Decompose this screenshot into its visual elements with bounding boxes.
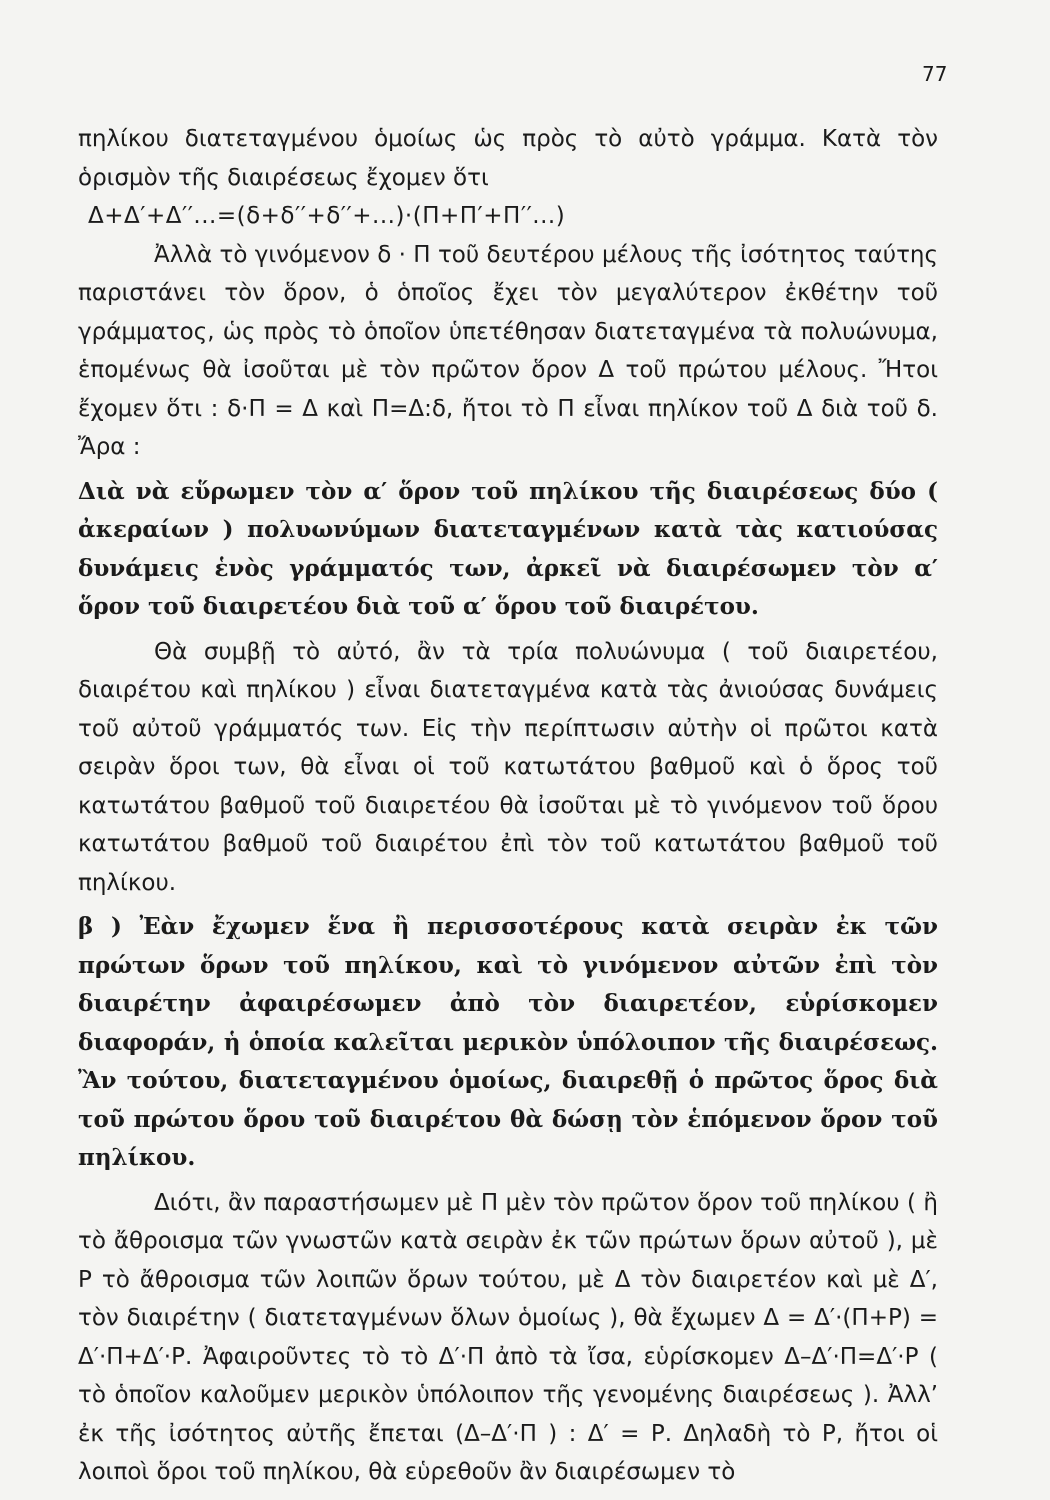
division-formula: Δ+Δ′+Δ′′...=(δ+δ′′+δ′′+...)·(Π+Π′+Π′′...) (88, 203, 566, 229)
rule-first-quotient-term: Διὰ νὰ εὕρωμεν τὸν α′ ὅρον τοῦ πηλίκου τῆς διαιρέσεως δύο ( ἀκεραίων ) πολυωνύμων διατεταγμένων κατὰ τὰς κατιούσας δυνάμεις ἑνὸς γράμματός των, ἀρκεῖ νὰ διαιρέσωμεν τὸν α′ ὅρον τοῦ διαιρετέου διὰ τοῦ α′ ὅρου τοῦ διαιρέτου. (78, 477, 938, 620)
rule-partial-remainder: β ) Ἐὰν ἔχωμεν ἕνα ἢ περισσοτέρους κατὰ σειρὰν ἐκ τῶν πρώτων ὅρων τοῦ πηλίκου, καὶ τὸ γινόμενον αὐτῶν ἐπὶ τὸν διαιρέτην ἀφαιρέσωμεν ἀπὸ τὸν διαιρετέον, εὑρίσκομεν διαφοράν, ἡ ὁποία καλεῖται μερικὸν ὑπόλοιπον τῆς διαιρέσεως. Ἂν τούτου, διατεταγμένου ὁμοίως, διαιρεθῇ ὁ πρῶτος ὅρος διὰ τοῦ πρώτου ὅρου τοῦ διαιρέτου θὰ δώσῃ τὸν ἑπόμενον ὅρον τοῦ πηλίκου. (78, 913, 938, 1171)
paragraph-proof: Διότι, ἂν παραστήσωμεν μὲ Π μὲν τὸν πρῶτον ὅρον τοῦ πηλίκου ( ἢ τὸ ἄθροισμα τῶν γνωστῶν κατὰ σειρὰν ἐκ τῶν πρώτων ὅρων αὐτοῦ ), μὲ Ρ τὸ ἄθροισμα τῶν λοιπῶν ὅρων τούτου, μὲ Δ τὸν διαιρετέον καὶ μὲ Δ′, τὸν διαιρέτην ( διατεταγμένων ὅλων ὁμοίως ), θὰ ἔχωμεν Δ = Δ′·(Π+Ρ) = Δ′·Π+Δ′·Ρ. Ἀφαιροῦντες τὸ τὸ Δ′·Π ἀπὸ τὰ ἴσα, εὑρίσκομεν Δ–Δ′·Π=Δ′·Ρ ( τὸ ὁποῖον καλοῦμεν μερικὸν ὑπόλοιπον τῆς γενομένης διαιρέσεως ). Ἀλλ’ ἐκ τῆς ἰσότητος αὐτῆς ἔπεται (Δ–Δ′·Π ) : Δ′ = Ρ. Δηλαδὴ τὸ Ρ, ἤτοι οἱ λοιποὶ ὅροι τοῦ πηλίκου, θὰ εὑρεθοῦν ἂν διαιρέσωμεν τὸ (78, 1189, 938, 1485)
paragraph-continuation: πηλίκου διατεταγμένου ὁμοίως ὡς πρὸς τὸ αὐτὸ γράμμα. Κατὰ τὸν ὁρισμὸν τῆς διαιρέσεως ἔχομεν ὅτι (78, 126, 938, 191)
paragraph-ascending-powers: Θὰ συμβῇ τὸ αὐτό, ἂν τὰ τρία πολυώνυμα ( τοῦ διαιρετέου, διαιρέτου καὶ πηλίκου ) εἶναι διατεταγμένα κατὰ τὰς ἀνιούσας δυνάμεις τοῦ αὐτοῦ γράμματός των. Εἰς τὴν περίπτωσιν αὐτὴν οἱ πρῶτοι κατὰ σειρὰν ὅροι των, θὰ εἶναι οἱ τοῦ κατωτάτου βαθμοῦ καὶ ὁ ὅρος τοῦ κατωτάτου βαθμοῦ τοῦ διαιρετέου θὰ ἰσοῦται μὲ τὸ γινόμενον τοῦ ὅρου κατωτάτου βαθμοῦ τοῦ διαιρέτου ἐπὶ τὸν τοῦ κατωτάτου βαθμοῦ τοῦ πηλίκου. (78, 638, 938, 896)
page-text (78, 120, 938, 1492)
page-number: 77 (922, 62, 948, 86)
paragraph-product-term: Ἀλλὰ τὸ γινόμενον δ · Π τοῦ δευτέρου μέλους τῆς ἰσότητος ταύτης παριστάνει τὸν ὅρον, ὁ ὁποῖος ἔχει τὸν μεγαλύτερον ἐκθέτην τοῦ γράμματος, ὡς πρὸς τὸ ὁποῖον ὑπετέθησαν διατεταγμένα τὰ πολυώνυμα, ἑπομένως θὰ ἰσοῦται μὲ τὸν πρῶτον ὅρον Δ τοῦ πρώτου μέλους. Ἤτοι ἔχομεν ὅτι : δ·Π = Δ καὶ Π=Δ:δ, ἤτοι τὸ Π εἶναι πηλίκον τοῦ Δ διὰ τοῦ δ. Ἄρα : (78, 241, 938, 460)
